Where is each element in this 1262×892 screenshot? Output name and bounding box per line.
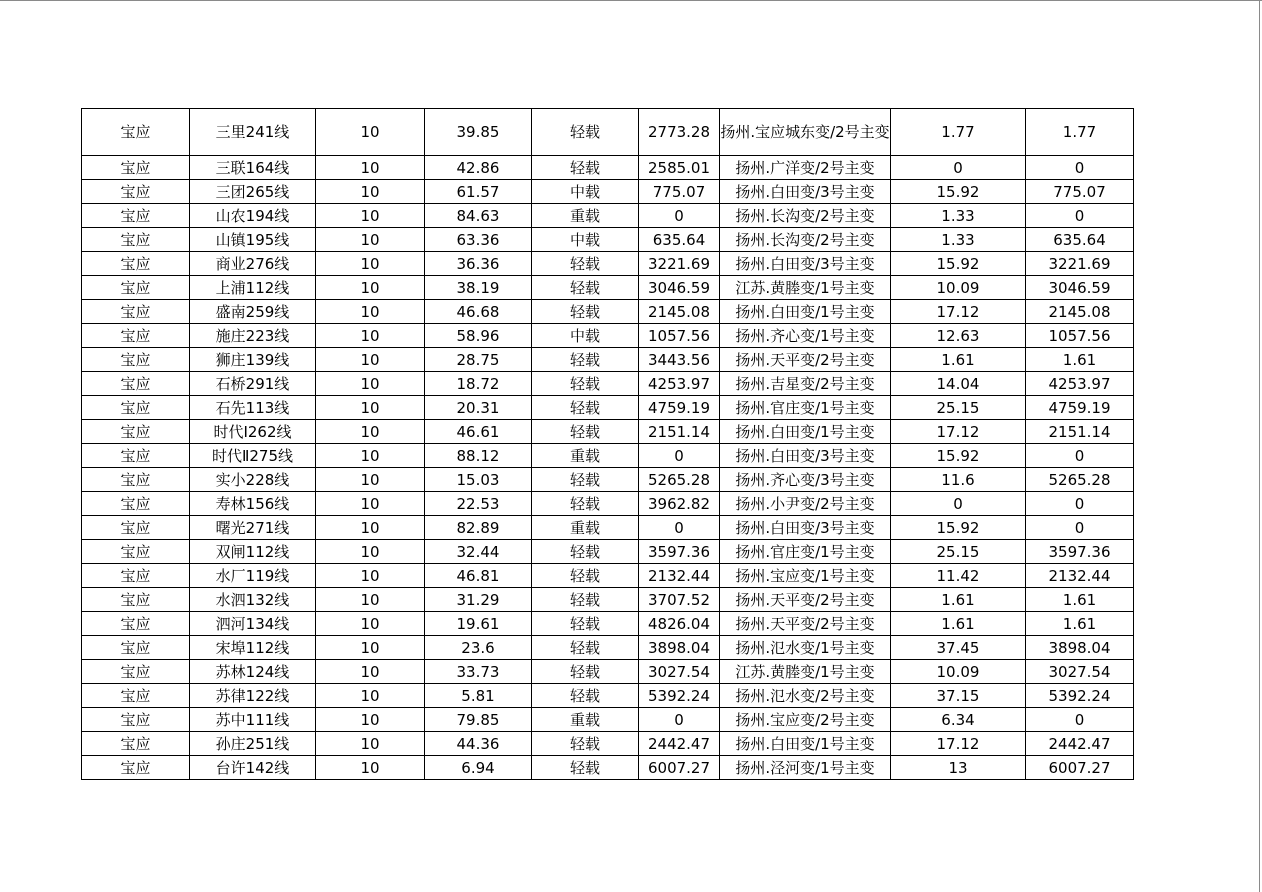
page-top-border [0,0,1262,1]
table-row [82,420,1134,444]
voltage-cell: 10 [316,732,425,756]
load-status-cell: 轻载 [532,732,639,756]
line-name-cell: 时代Ⅰ262线 [190,420,316,444]
transformer-margin-cell: 37.15 [891,684,1026,708]
county-cell: 宝应 [82,420,190,444]
line-name-cell: 商业276线 [190,252,316,276]
available-capacity-cell: 2145.08 [1026,300,1134,324]
available-capacity-cell: 2151.14 [1026,420,1134,444]
load-status-cell: 轻载 [532,420,639,444]
load-status-cell: 重载 [532,204,639,228]
available-capacity-cell: 0 [1026,156,1134,180]
available-capacity-cell: 4759.19 [1026,396,1134,420]
county-cell: 宝应 [82,276,190,300]
line-name-cell: 苏律122线 [190,684,316,708]
table-row [82,540,1134,564]
table-row [82,300,1134,324]
load-rate-cell: 42.86 [425,156,532,180]
available-capacity-cell: 0 [1026,204,1134,228]
table-row [82,324,1134,348]
load-status-cell: 轻载 [532,348,639,372]
capacity-cell: 3443.56 [639,348,720,372]
load-rate-cell: 5.81 [425,684,532,708]
line-name-cell: 台许142线 [190,756,316,780]
load-rate-cell: 58.96 [425,324,532,348]
table-row [82,109,1134,156]
load-status-cell: 轻载 [532,636,639,660]
transformer-cell: 扬州.白田变/1号主变 [720,420,891,444]
capacity-cell: 0 [639,204,720,228]
capacity-cell: 4759.19 [639,396,720,420]
load-rate-cell: 44.36 [425,732,532,756]
county-cell: 宝应 [82,156,190,180]
available-capacity-cell: 1057.56 [1026,324,1134,348]
transformer-margin-cell: 17.12 [891,300,1026,324]
load-status-cell: 轻载 [532,276,639,300]
transformer-margin-cell: 1.61 [891,348,1026,372]
county-cell: 宝应 [82,468,190,492]
capacity-cell: 3898.04 [639,636,720,660]
line-name-cell: 上浦112线 [190,276,316,300]
transformer-margin-cell: 11.6 [891,468,1026,492]
county-cell: 宝应 [82,588,190,612]
line-name-cell: 宋埠112线 [190,636,316,660]
load-status-cell: 轻载 [532,372,639,396]
transformer-cell: 扬州.白田变/3号主变 [720,252,891,276]
available-capacity-cell: 0 [1026,444,1134,468]
load-rate-cell: 20.31 [425,396,532,420]
line-name-cell: 石先113线 [190,396,316,420]
load-status-cell: 轻载 [532,468,639,492]
load-status-cell: 轻载 [532,156,639,180]
transformer-cell: 扬州.长沟变/2号主变 [720,204,891,228]
load-status-cell: 轻载 [532,588,639,612]
load-rate-cell: 61.57 [425,180,532,204]
load-rate-cell: 46.81 [425,564,532,588]
transformer-cell: 扬州.宝应变/2号主变 [720,708,891,732]
voltage-cell: 10 [316,444,425,468]
available-capacity-cell: 3027.54 [1026,660,1134,684]
capacity-cell: 635.64 [639,228,720,252]
transformer-margin-cell: 10.09 [891,276,1026,300]
voltage-cell: 10 [316,588,425,612]
line-name-cell: 苏中111线 [190,708,316,732]
county-cell: 宝应 [82,372,190,396]
load-rate-cell: 18.72 [425,372,532,396]
line-name-cell: 曙光271线 [190,516,316,540]
available-capacity-cell: 5265.28 [1026,468,1134,492]
voltage-cell: 10 [316,540,425,564]
transformer-cell: 扬州.白田变/3号主变 [720,180,891,204]
load-status-cell: 轻载 [532,612,639,636]
county-cell: 宝应 [82,348,190,372]
transformer-cell: 扬州.氾水变/2号主变 [720,684,891,708]
load-rate-cell: 84.63 [425,204,532,228]
transformer-cell: 江苏.黄塍变/1号主变 [720,660,891,684]
transformer-cell: 扬州.宝应城东变/2号主变 [720,109,891,156]
load-rate-cell: 38.19 [425,276,532,300]
voltage-cell: 10 [316,372,425,396]
feeder-load-table [81,108,1134,780]
line-name-cell: 山农194线 [190,204,316,228]
county-cell: 宝应 [82,516,190,540]
voltage-cell: 10 [316,300,425,324]
line-name-cell: 寿林156线 [190,492,316,516]
county-cell: 宝应 [82,180,190,204]
transformer-cell: 扬州.官庄变/1号主变 [720,396,891,420]
table-row [82,468,1134,492]
table-row [82,276,1134,300]
table-row [82,252,1134,276]
load-status-cell: 重载 [532,444,639,468]
capacity-cell: 3027.54 [639,660,720,684]
county-cell: 宝应 [82,636,190,660]
transformer-cell: 扬州.小尹变/2号主变 [720,492,891,516]
voltage-cell: 10 [316,612,425,636]
available-capacity-cell: 1.77 [1026,109,1134,156]
table-row [82,660,1134,684]
transformer-cell: 扬州.天平变/2号主变 [720,348,891,372]
capacity-cell: 775.07 [639,180,720,204]
table-row [82,492,1134,516]
available-capacity-cell: 0 [1026,516,1134,540]
load-rate-cell: 6.94 [425,756,532,780]
line-name-cell: 时代Ⅱ275线 [190,444,316,468]
available-capacity-cell: 0 [1026,708,1134,732]
load-rate-cell: 15.03 [425,468,532,492]
load-status-cell: 轻载 [532,660,639,684]
table-row [82,204,1134,228]
available-capacity-cell: 1.61 [1026,588,1134,612]
capacity-cell: 2151.14 [639,420,720,444]
voltage-cell: 10 [316,156,425,180]
transformer-margin-cell: 15.92 [891,252,1026,276]
county-cell: 宝应 [82,684,190,708]
capacity-cell: 4253.97 [639,372,720,396]
load-status-cell: 轻载 [532,252,639,276]
transformer-cell: 扬州.天平变/2号主变 [720,612,891,636]
voltage-cell: 10 [316,684,425,708]
transformer-margin-cell: 17.12 [891,420,1026,444]
county-cell: 宝应 [82,204,190,228]
transformer-cell: 扬州.宝应变/1号主变 [720,564,891,588]
county-cell: 宝应 [82,492,190,516]
line-name-cell: 施庄223线 [190,324,316,348]
capacity-cell: 3221.69 [639,252,720,276]
transformer-cell: 扬州.泾河变/1号主变 [720,756,891,780]
load-status-cell: 中载 [532,324,639,348]
available-capacity-cell: 1.61 [1026,348,1134,372]
table-row [82,756,1134,780]
table-row [82,564,1134,588]
line-name-cell: 苏林124线 [190,660,316,684]
table-row [82,396,1134,420]
capacity-cell: 3962.82 [639,492,720,516]
voltage-cell: 10 [316,204,425,228]
load-status-cell: 轻载 [532,109,639,156]
table-row [82,516,1134,540]
county-cell: 宝应 [82,324,190,348]
table-row [82,372,1134,396]
load-status-cell: 轻载 [532,756,639,780]
voltage-cell: 10 [316,492,425,516]
line-name-cell: 泗河134线 [190,612,316,636]
transformer-cell: 扬州.齐心变/3号主变 [720,468,891,492]
available-capacity-cell: 5392.24 [1026,684,1134,708]
transformer-margin-cell: 1.61 [891,588,1026,612]
voltage-cell: 10 [316,252,425,276]
table-row [82,444,1134,468]
table-row [82,636,1134,660]
transformer-margin-cell: 25.15 [891,540,1026,564]
load-status-cell: 轻载 [532,684,639,708]
transformer-margin-cell: 0 [891,492,1026,516]
table-row [82,612,1134,636]
load-rate-cell: 28.75 [425,348,532,372]
table-row [82,588,1134,612]
load-rate-cell: 23.6 [425,636,532,660]
load-rate-cell: 82.89 [425,516,532,540]
available-capacity-cell: 1.61 [1026,612,1134,636]
transformer-margin-cell: 37.45 [891,636,1026,660]
table-row [82,180,1134,204]
capacity-cell: 2585.01 [639,156,720,180]
available-capacity-cell: 3221.69 [1026,252,1134,276]
available-capacity-cell: 0 [1026,492,1134,516]
capacity-cell: 5392.24 [639,684,720,708]
transformer-margin-cell: 15.92 [891,516,1026,540]
load-status-cell: 重载 [532,708,639,732]
table-row [82,684,1134,708]
capacity-cell: 2773.28 [639,109,720,156]
load-rate-cell: 32.44 [425,540,532,564]
load-status-cell: 轻载 [532,396,639,420]
table-row [82,732,1134,756]
capacity-cell: 3707.52 [639,588,720,612]
capacity-cell: 0 [639,516,720,540]
transformer-margin-cell: 10.09 [891,660,1026,684]
transformer-cell: 扬州.天平变/2号主变 [720,588,891,612]
transformer-margin-cell: 1.33 [891,204,1026,228]
county-cell: 宝应 [82,732,190,756]
table-row [82,708,1134,732]
voltage-cell: 10 [316,324,425,348]
load-rate-cell: 79.85 [425,708,532,732]
available-capacity-cell: 4253.97 [1026,372,1134,396]
transformer-margin-cell: 12.63 [891,324,1026,348]
load-status-cell: 轻载 [532,540,639,564]
capacity-cell: 6007.27 [639,756,720,780]
load-rate-cell: 46.61 [425,420,532,444]
voltage-cell: 10 [316,708,425,732]
transformer-cell: 扬州.长沟变/2号主变 [720,228,891,252]
transformer-cell: 扬州.白田变/1号主变 [720,300,891,324]
voltage-cell: 10 [316,756,425,780]
table-row [82,228,1134,252]
line-name-cell: 水泗132线 [190,588,316,612]
load-rate-cell: 88.12 [425,444,532,468]
county-cell: 宝应 [82,396,190,420]
load-rate-cell: 63.36 [425,228,532,252]
transformer-margin-cell: 14.04 [891,372,1026,396]
line-name-cell: 盛南259线 [190,300,316,324]
capacity-cell: 0 [639,708,720,732]
line-name-cell: 实小228线 [190,468,316,492]
county-cell: 宝应 [82,252,190,276]
line-name-cell: 水厂119线 [190,564,316,588]
transformer-margin-cell: 13 [891,756,1026,780]
load-status-cell: 中载 [532,180,639,204]
county-cell: 宝应 [82,708,190,732]
capacity-cell: 4826.04 [639,612,720,636]
capacity-cell: 3597.36 [639,540,720,564]
county-cell: 宝应 [82,756,190,780]
transformer-cell: 扬州.白田变/3号主变 [720,444,891,468]
available-capacity-cell: 3898.04 [1026,636,1134,660]
county-cell: 宝应 [82,444,190,468]
transformer-margin-cell: 1.77 [891,109,1026,156]
load-rate-cell: 33.73 [425,660,532,684]
voltage-cell: 10 [316,348,425,372]
transformer-margin-cell: 25.15 [891,396,1026,420]
transformer-cell: 江苏.黄塍变/1号主变 [720,276,891,300]
load-status-cell: 中载 [532,228,639,252]
load-rate-cell: 39.85 [425,109,532,156]
voltage-cell: 10 [316,420,425,444]
load-status-cell: 重载 [532,516,639,540]
load-status-cell: 轻载 [532,564,639,588]
county-cell: 宝应 [82,109,190,156]
capacity-cell: 1057.56 [639,324,720,348]
capacity-cell: 5265.28 [639,468,720,492]
county-cell: 宝应 [82,300,190,324]
capacity-cell: 2132.44 [639,564,720,588]
line-name-cell: 三团265线 [190,180,316,204]
transformer-margin-cell: 11.42 [891,564,1026,588]
transformer-margin-cell: 1.61 [891,612,1026,636]
transformer-margin-cell: 15.92 [891,444,1026,468]
available-capacity-cell: 2132.44 [1026,564,1134,588]
transformer-cell: 扬州.白田变/3号主变 [720,516,891,540]
voltage-cell: 10 [316,660,425,684]
table-body [82,109,1134,780]
available-capacity-cell: 3597.36 [1026,540,1134,564]
table-row [82,156,1134,180]
transformer-margin-cell: 15.92 [891,180,1026,204]
transformer-cell: 扬州.官庄变/1号主变 [720,540,891,564]
capacity-cell: 2145.08 [639,300,720,324]
transformer-cell: 扬州.白田变/1号主变 [720,732,891,756]
county-cell: 宝应 [82,612,190,636]
voltage-cell: 10 [316,564,425,588]
transformer-cell: 扬州.吉星变/2号主变 [720,372,891,396]
load-rate-cell: 19.61 [425,612,532,636]
transformer-margin-cell: 17.12 [891,732,1026,756]
line-name-cell: 山镇195线 [190,228,316,252]
transformer-margin-cell: 6.34 [891,708,1026,732]
line-name-cell: 孙庄251线 [190,732,316,756]
line-name-cell: 狮庄139线 [190,348,316,372]
capacity-cell: 0 [639,444,720,468]
available-capacity-cell: 2442.47 [1026,732,1134,756]
voltage-cell: 10 [316,228,425,252]
line-name-cell: 三里241线 [190,109,316,156]
load-rate-cell: 22.53 [425,492,532,516]
load-status-cell: 轻载 [532,300,639,324]
transformer-cell: 扬州.广洋变/2号主变 [720,156,891,180]
load-status-cell: 轻载 [532,492,639,516]
load-rate-cell: 46.68 [425,300,532,324]
line-name-cell: 石桥291线 [190,372,316,396]
transformer-margin-cell: 1.33 [891,228,1026,252]
available-capacity-cell: 635.64 [1026,228,1134,252]
county-cell: 宝应 [82,540,190,564]
line-name-cell: 三联164线 [190,156,316,180]
available-capacity-cell: 3046.59 [1026,276,1134,300]
load-rate-cell: 31.29 [425,588,532,612]
county-cell: 宝应 [82,228,190,252]
available-capacity-cell: 6007.27 [1026,756,1134,780]
available-capacity-cell: 775.07 [1026,180,1134,204]
transformer-cell: 扬州.氾水变/1号主变 [720,636,891,660]
spreadsheet-page [81,108,1134,780]
voltage-cell: 10 [316,180,425,204]
voltage-cell: 10 [316,636,425,660]
transformer-margin-cell: 0 [891,156,1026,180]
county-cell: 宝应 [82,660,190,684]
capacity-cell: 3046.59 [639,276,720,300]
capacity-cell: 2442.47 [639,732,720,756]
transformer-cell: 扬州.齐心变/1号主变 [720,324,891,348]
voltage-cell: 10 [316,276,425,300]
table-row [82,348,1134,372]
line-name-cell: 双闸112线 [190,540,316,564]
page-right-border [1259,0,1260,892]
county-cell: 宝应 [82,564,190,588]
voltage-cell: 10 [316,109,425,156]
voltage-cell: 10 [316,516,425,540]
load-rate-cell: 36.36 [425,252,532,276]
voltage-cell: 10 [316,468,425,492]
voltage-cell: 10 [316,396,425,420]
